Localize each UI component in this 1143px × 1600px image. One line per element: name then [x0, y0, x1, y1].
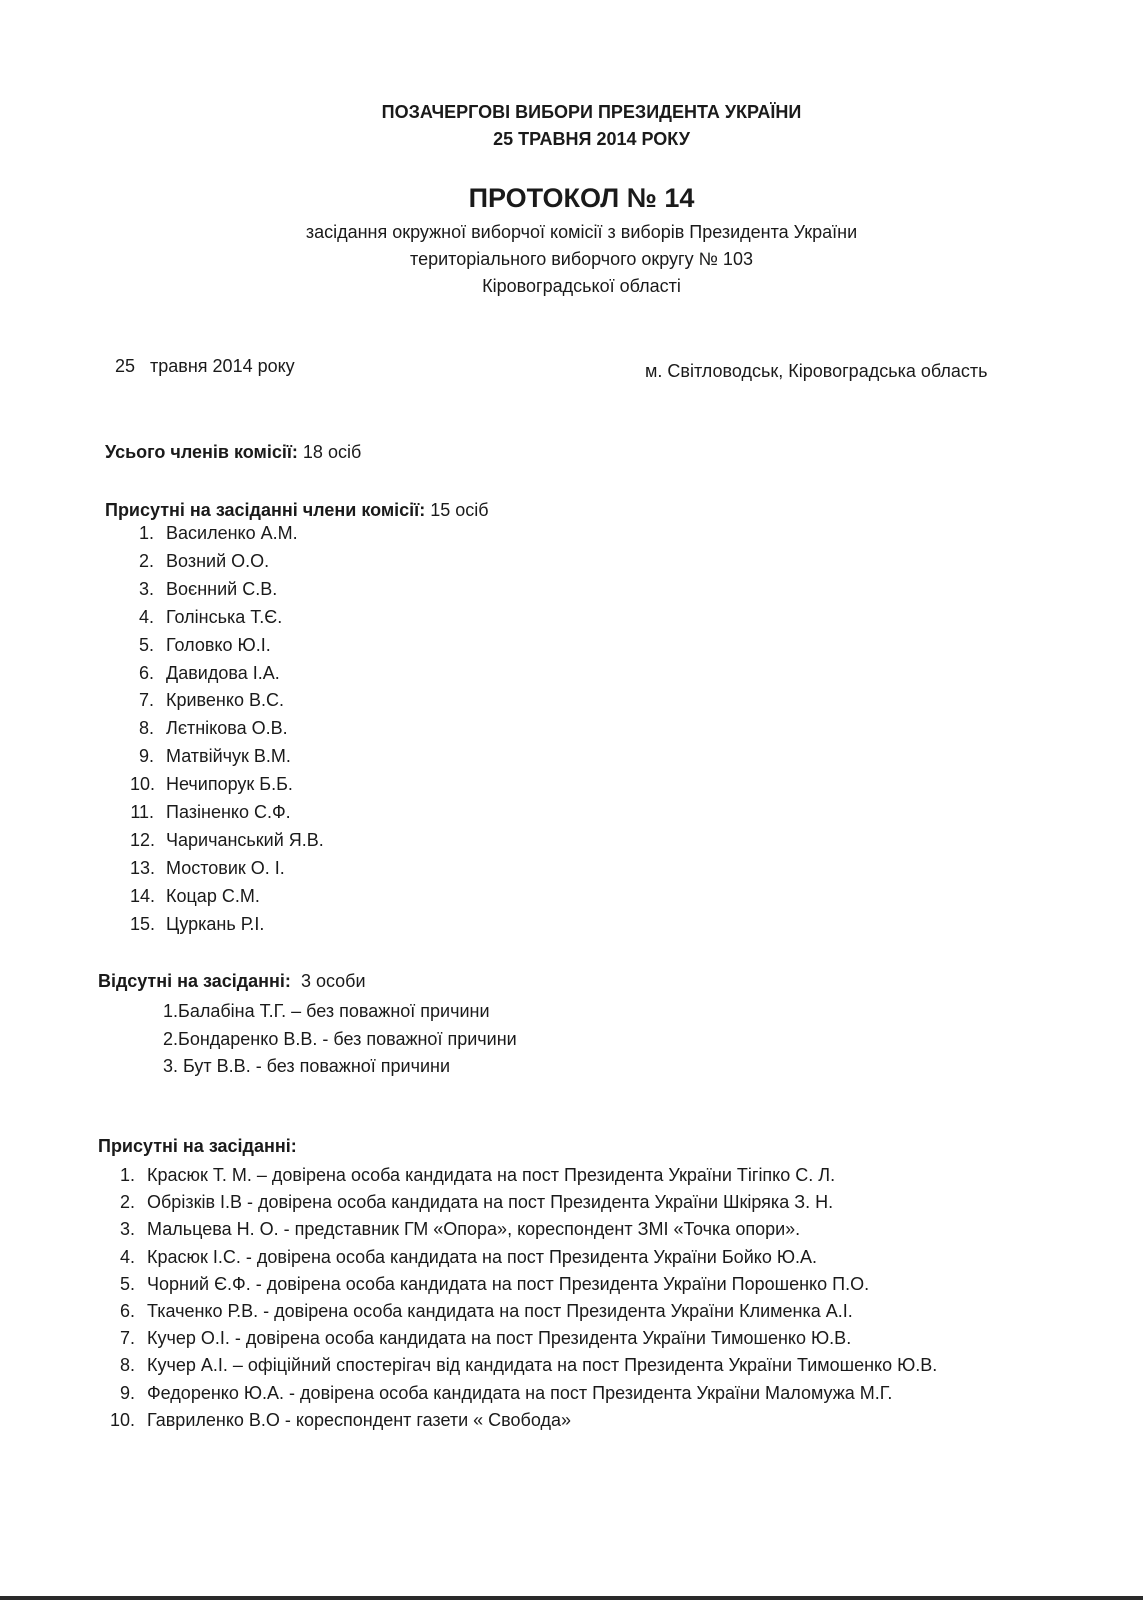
protocol-subtitle [10, 219, 1143, 300]
total-members [105, 439, 361, 466]
guest-number: 8. [119, 1355, 135, 1376]
total-members-label: Усього членів комісії: [105, 442, 298, 462]
member-name: Нечипорук Б.Б. [166, 774, 293, 795]
guest-number: 3. [119, 1219, 135, 1240]
member-number: 6. [138, 662, 154, 683]
guest-number: 10. [109, 1409, 135, 1430]
absent-member-item: 3. Бут В.В. - без поважної причини [163, 1056, 451, 1076]
guest-list-item [105, 1380, 1007, 1407]
guest-description: Красюк І.С. - довірена особа кандидата на пост Президента України Бойко Ю.А. [147, 1246, 818, 1267]
guest-list-item [105, 1352, 1007, 1379]
meeting-place: м. Світловодськ, Кіровоградська область [645, 361, 988, 381]
guest-description: Гавриленко В.О - кореспондент газети « Свобода» [147, 1409, 572, 1430]
election-header-line2: 25 ТРАВНЯ 2014 РОКУ [493, 129, 690, 149]
member-number: 14. [130, 885, 156, 906]
total-members-value: 18 осіб [302, 442, 362, 462]
guest-description: Ткаченко Р.В. - довірена особа кандидата на пост Президента України Клименка А.І. [147, 1301, 853, 1322]
member-name: Голінська Т.Є. [166, 606, 283, 627]
member-name: Давидова І.А. [166, 662, 280, 683]
member-list-item [130, 855, 324, 883]
election-header-line1: ПОЗАЧЕРГОВІ ВИБОРИ ПРЕЗИДЕНТА УКРАЇНИ [381, 102, 802, 122]
absent-member-item: 2.Бондаренко В.В. - без поважної причини [163, 1028, 517, 1049]
member-list-item [130, 520, 324, 548]
absent-members-list [163, 998, 517, 1081]
member-list-item [130, 827, 324, 855]
election-header [20, 99, 1143, 153]
member-name: Чаричанський Я.В. [166, 829, 324, 850]
guest-list-item [105, 1298, 1007, 1325]
member-list-item [130, 911, 324, 939]
member-number: 5. [138, 634, 154, 655]
member-number: 8. [138, 718, 154, 739]
member-number: 1. [138, 523, 154, 543]
member-list-item [130, 604, 324, 632]
guest-list-item [105, 1271, 1007, 1298]
member-list-item [130, 660, 324, 688]
member-number: 15. [130, 913, 156, 934]
member-number: 10. [130, 774, 156, 795]
guest-description: Красюк Т. М. – довірена особа кандидата на пост Президента України Тігіпко С. Л. [147, 1165, 836, 1185]
guest-description: Обрізків І.В - довірена особа кандидата на пост Президента України Шкіряка З. Н. [147, 1192, 834, 1213]
guest-list-item [105, 1407, 1007, 1434]
member-number: 12. [130, 829, 156, 850]
member-list-item [130, 743, 324, 771]
guest-description: Кучер О.І. - довірена особа кандидата на пост Президента України Тимошенко Ю.В. [147, 1328, 852, 1349]
member-list-item [130, 715, 324, 743]
member-name: Матвійчук В.М. [166, 746, 291, 767]
absent-members-value: 3 особи [300, 971, 366, 991]
guest-list-item [105, 1325, 1007, 1352]
member-list-item [130, 632, 324, 660]
member-name: Головко Ю.І. [166, 634, 271, 655]
present-guests-label: Присутні на засіданні: [98, 1136, 297, 1156]
member-name: Василенко А.М. [166, 523, 298, 543]
member-number: 2. [138, 550, 154, 571]
present-members-value: 15 осіб [430, 500, 489, 520]
member-list-item [130, 576, 324, 604]
member-number: 3. [138, 578, 154, 599]
protocol-title: ПРОТОКОЛ № 14 [468, 183, 695, 213]
meeting-date: 25 травня 2014 року [115, 356, 295, 376]
member-number: 13. [130, 857, 156, 878]
scan-edge-line [0, 1596, 1143, 1600]
guest-description: Мальцева Н. О. - представник ГМ «Опора», кореспондент ЗМІ «Точка опори». [147, 1219, 801, 1240]
subtitle-line1: засідання окружної виборчої комісії з виборів Президента України [305, 222, 858, 242]
guest-number: 1. [119, 1165, 135, 1185]
member-list-item [130, 883, 324, 911]
present-members-list [130, 520, 324, 939]
member-name: Лєтнікова О.В. [166, 718, 288, 739]
absent-members-heading [98, 968, 366, 995]
guest-list-item [105, 1216, 1007, 1243]
member-list-item [130, 799, 324, 827]
guest-description: Кучер А.І. – офіційний спостерігач від кандидата на пост Президента України Тимошенко Ю.В. [147, 1355, 938, 1376]
member-name: Воєнний С.В. [166, 578, 278, 599]
guest-list-item [105, 1189, 1007, 1216]
member-number: 11. [130, 802, 154, 823]
member-list-item [130, 771, 324, 799]
member-number: 4. [138, 606, 154, 627]
member-name: Коцар С.М. [166, 885, 260, 906]
guest-description: Чорний Є.Ф. - довірена особа кандидата на пост Президента України Порошенко П.О. [147, 1273, 870, 1294]
member-name: Цуркань Р.І. [166, 913, 265, 934]
present-members-label: Присутні на засіданні члени комісії: [105, 500, 426, 520]
member-name: Пазіненко С.Ф. [166, 802, 291, 823]
subtitle-line2: територіального виборчого округу № 103 [410, 249, 753, 269]
guest-list-item [105, 1244, 1007, 1271]
present-guests-list [105, 1162, 1007, 1434]
member-number: 7. [138, 690, 154, 711]
guest-number: 7. [119, 1328, 135, 1349]
guest-number: 5. [119, 1273, 135, 1294]
guest-description: Федоренко Ю.А. - довірена особа кандидата на пост Президента України Маломужа М.Г. [147, 1382, 893, 1403]
guest-number: 9. [119, 1382, 135, 1403]
guest-number: 6. [119, 1301, 135, 1322]
member-name: Кривенко В.С. [166, 690, 284, 711]
member-name: Возний О.О. [166, 550, 270, 571]
guest-number: 4. [119, 1246, 135, 1267]
guest-number: 2. [119, 1192, 135, 1213]
member-name: Мостовик О. І. [166, 857, 285, 878]
subtitle-line3: Кіровоградської області [482, 276, 681, 296]
member-list-item [130, 687, 324, 715]
member-number: 9. [138, 746, 154, 767]
absent-member-item: 1.Балабіна Т.Г. – без поважної причини [163, 1001, 490, 1021]
absent-members-label: Відсутні на засіданні: [98, 971, 291, 991]
guest-list-item [105, 1162, 1007, 1189]
member-list-item [130, 548, 324, 576]
